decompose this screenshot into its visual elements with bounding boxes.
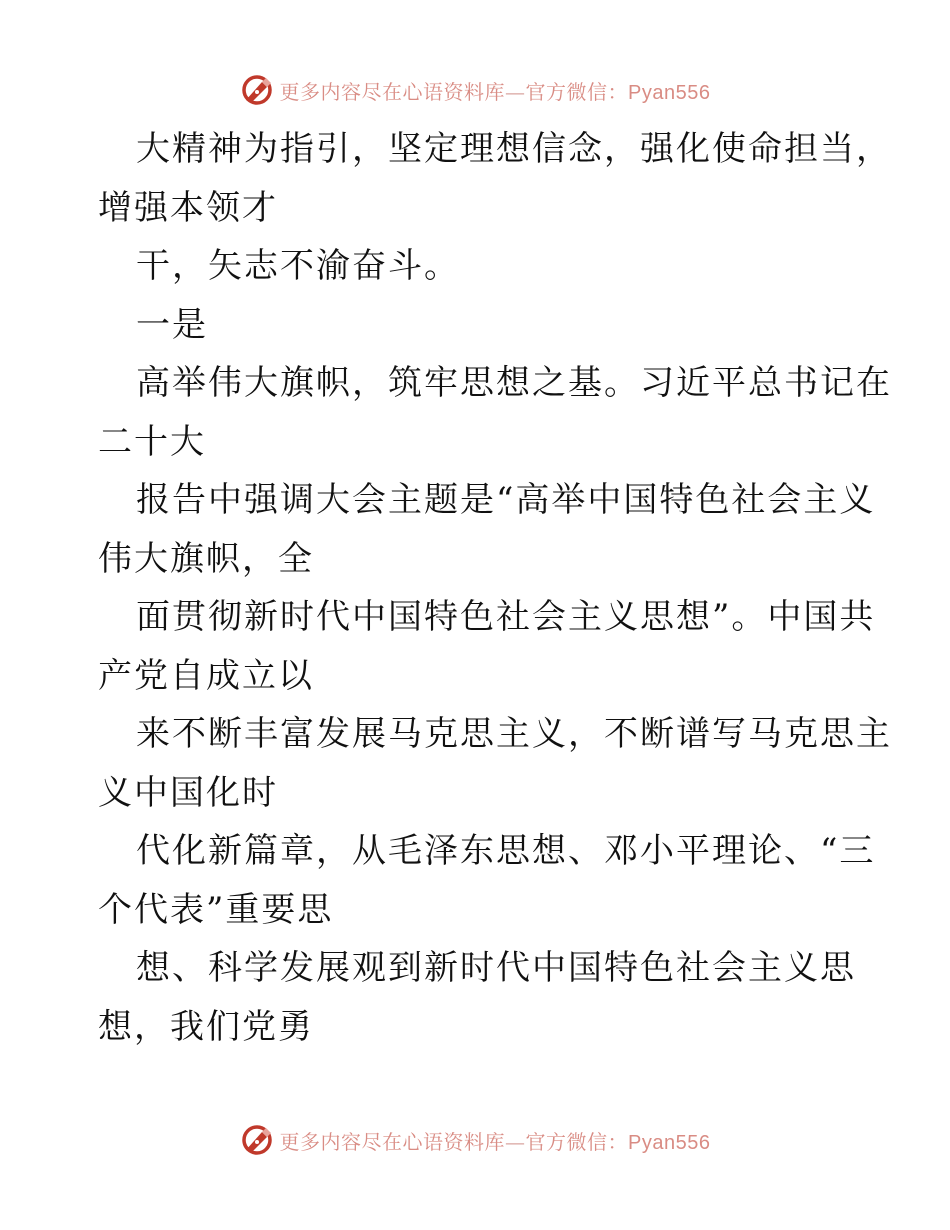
text-line: 大精神为指引，坚定理想信念，强化使命担当，: [136, 129, 892, 169]
text-line: 伟大旗帜，全: [98, 538, 314, 579]
footer-watermark: [0, 1122, 950, 1158]
text-line: 面贯彻新时代中国特色社会主义思想”。中国共: [136, 597, 876, 637]
text-line: 二十大: [98, 421, 206, 462]
text-line: 一是: [136, 304, 208, 345]
pen-nib-logo-icon: [240, 1123, 274, 1157]
text-line: 想、科学发展观到新时代中国特色社会主义思: [136, 948, 856, 988]
pen-nib-logo-icon: [240, 73, 274, 107]
text-line: 干，矢志不渝奋斗。: [136, 246, 460, 286]
text-line: 个代表”重要思: [98, 889, 334, 930]
text-line: 来不断丰富发展马克思主义，不断谱写马克思主: [136, 714, 892, 754]
text-line: 报告中强调大会主题是“高举中国特色社会主义: [136, 480, 876, 520]
text-line: 高举伟大旗帜，筑牢思想之基。习近平总书记在: [136, 363, 892, 403]
text-line: 想，我们党勇: [98, 1006, 314, 1047]
text-line: 代化新篇章，从毛泽东思想、邓小平理论、“三: [136, 831, 876, 871]
text-line: 产党自成立以: [98, 655, 314, 696]
text-line: 义中国化时: [98, 772, 278, 813]
watermark-text: 更多内容尽在心语资料库—官方微信：Pyan556: [279, 1129, 711, 1154]
text-line: 增强本领才: [98, 187, 278, 228]
document-body: [98, 120, 892, 1056]
watermark-text: 更多内容尽在心语资料库—官方微信：Pyan556: [279, 79, 711, 104]
header-watermark: [0, 72, 950, 108]
